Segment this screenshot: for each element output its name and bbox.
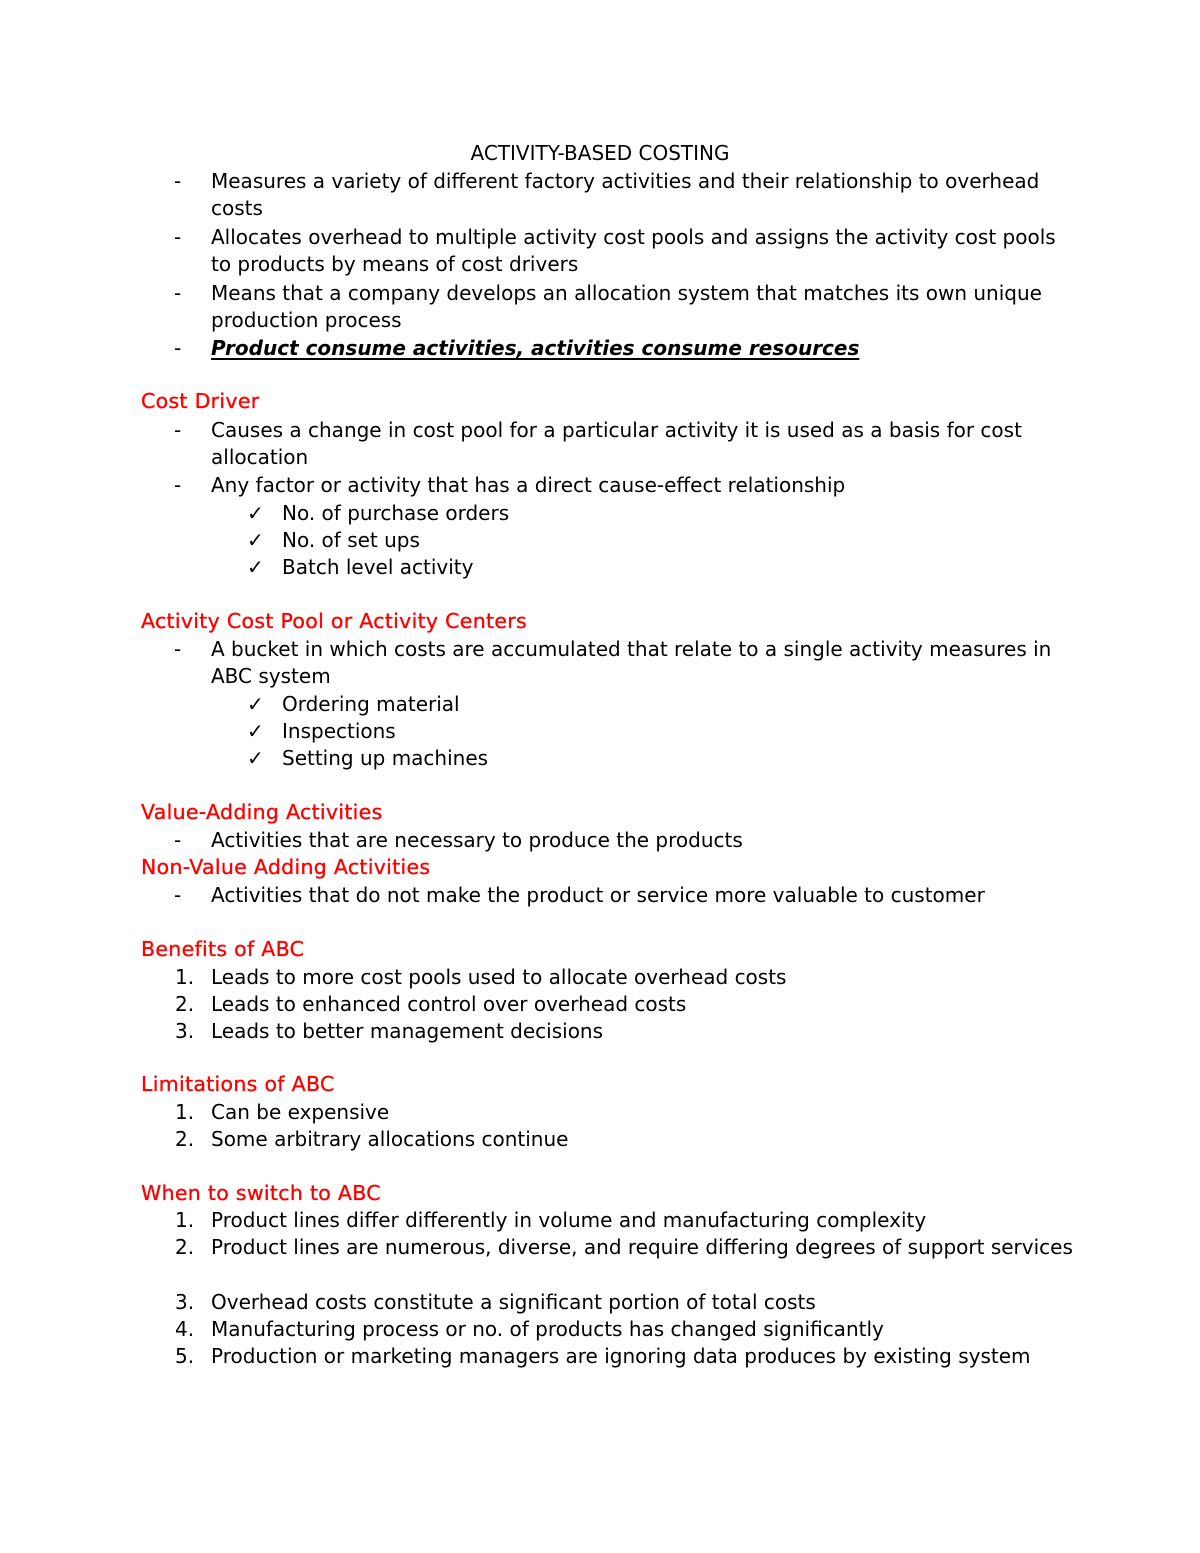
intro-item: - Allocates overhead to multiple activity cost pools and assigns the activity cost pools to products by means of cost drivers [174, 225, 1056, 277]
item-number: 3. [175, 1290, 195, 1314]
check-item: No. of purchase orders [282, 501, 510, 525]
numbered-item: 1. Leads to more cost pools used to allocate overhead costs [211, 964, 1081, 991]
numbered-item: 2. Leads to enhanced control over overhead costs [211, 991, 1081, 1018]
numbered-item: 2. Some arbitrary allocations continue [211, 1126, 1081, 1153]
item-number: 2. [175, 1235, 195, 1259]
item-number: 2. [175, 1127, 195, 1151]
dash-marker: - [174, 883, 182, 907]
check-item: Inspections [282, 719, 396, 743]
numbered-item: 2. Product lines are numerous, diverse, and require differing degrees of support services [211, 1234, 1081, 1261]
checkmark-icon: ✓ [247, 719, 264, 743]
checkmark-icon: ✓ [247, 528, 264, 552]
numbered-item: 5. Production or marketing managers are ignoring data produces by existing system [211, 1343, 1081, 1370]
intro-item: - Measures a variety of different factory activities and their relationship to overhead costs [174, 169, 1040, 221]
item-number: 4. [175, 1317, 195, 1341]
numbered-item: 4. Manufacturing process or no. of products has changed significantly [211, 1316, 1081, 1343]
dash-marker: - [174, 281, 182, 305]
checkmark-icon: ✓ [247, 692, 264, 716]
item-number: 1. [175, 1100, 195, 1124]
list-item: - A bucket in which costs are accumulated that relate to a single activity measures in ABC system [174, 637, 1052, 689]
section-heading-non-value-adding: Non-Value Adding Activities [141, 855, 431, 879]
numbered-item: 3. Overhead costs constitute a significant portion of total costs [211, 1289, 1081, 1316]
list-item: - Causes a change in cost pool for a particular activity it is used as a basis for cost allocation [174, 418, 1022, 470]
dash-marker: - [174, 225, 182, 249]
intro-item: - Means that a company develops an allocation system that matches its own unique production process [174, 281, 1042, 333]
item-number: 2. [175, 992, 195, 1016]
section-heading-benefits: Benefits of ABC [141, 937, 305, 961]
item-number: 1. [175, 965, 195, 989]
check-item: Ordering material [282, 692, 460, 716]
section-heading-limitations: Limitations of ABC [141, 1072, 335, 1096]
item-number: 3. [175, 1019, 195, 1043]
numbered-item: 3. Leads to better management decisions [211, 1018, 1081, 1045]
dash-marker: - [174, 828, 182, 852]
checkmark-icon: ✓ [247, 555, 264, 579]
item-number: 5. [175, 1344, 195, 1368]
checkmark-icon: ✓ [247, 746, 264, 770]
dash-marker: - [174, 169, 182, 193]
item-number: 1. [175, 1208, 195, 1232]
dash-marker: - [174, 418, 182, 442]
check-item: Setting up machines [282, 746, 489, 770]
section-heading-cost-pool: Activity Cost Pool or Activity Centers [141, 609, 527, 633]
dash-marker: - [174, 473, 182, 497]
section-heading-value-adding: Value-Adding Activities [141, 800, 383, 824]
check-item: Batch level activity [282, 555, 474, 579]
numbered-item: 1. Can be expensive [211, 1099, 1081, 1126]
dash-marker: - [174, 336, 182, 360]
list-item: - Any factor or activity that has a direct cause-effect relationship [211, 472, 1081, 499]
document-title: ACTIVITY-BASED COSTING [470, 141, 730, 165]
check-item: No. of set ups [282, 528, 420, 552]
dash-marker: - [174, 637, 182, 661]
section-heading-cost-driver: Cost Driver [141, 389, 260, 413]
intro-key-statement: - Product consume activities, activities consume resources [211, 335, 1081, 362]
checkmark-icon: ✓ [247, 501, 264, 525]
list-item: - Activities that are necessary to produce the products [211, 827, 1081, 854]
list-item: - Activities that do not make the product or service more valuable to customer [211, 882, 1081, 909]
numbered-item: 1. Product lines differ differently in volume and manufacturing complexity [211, 1207, 1081, 1234]
section-heading-when-to-switch: When to switch to ABC [141, 1181, 381, 1205]
